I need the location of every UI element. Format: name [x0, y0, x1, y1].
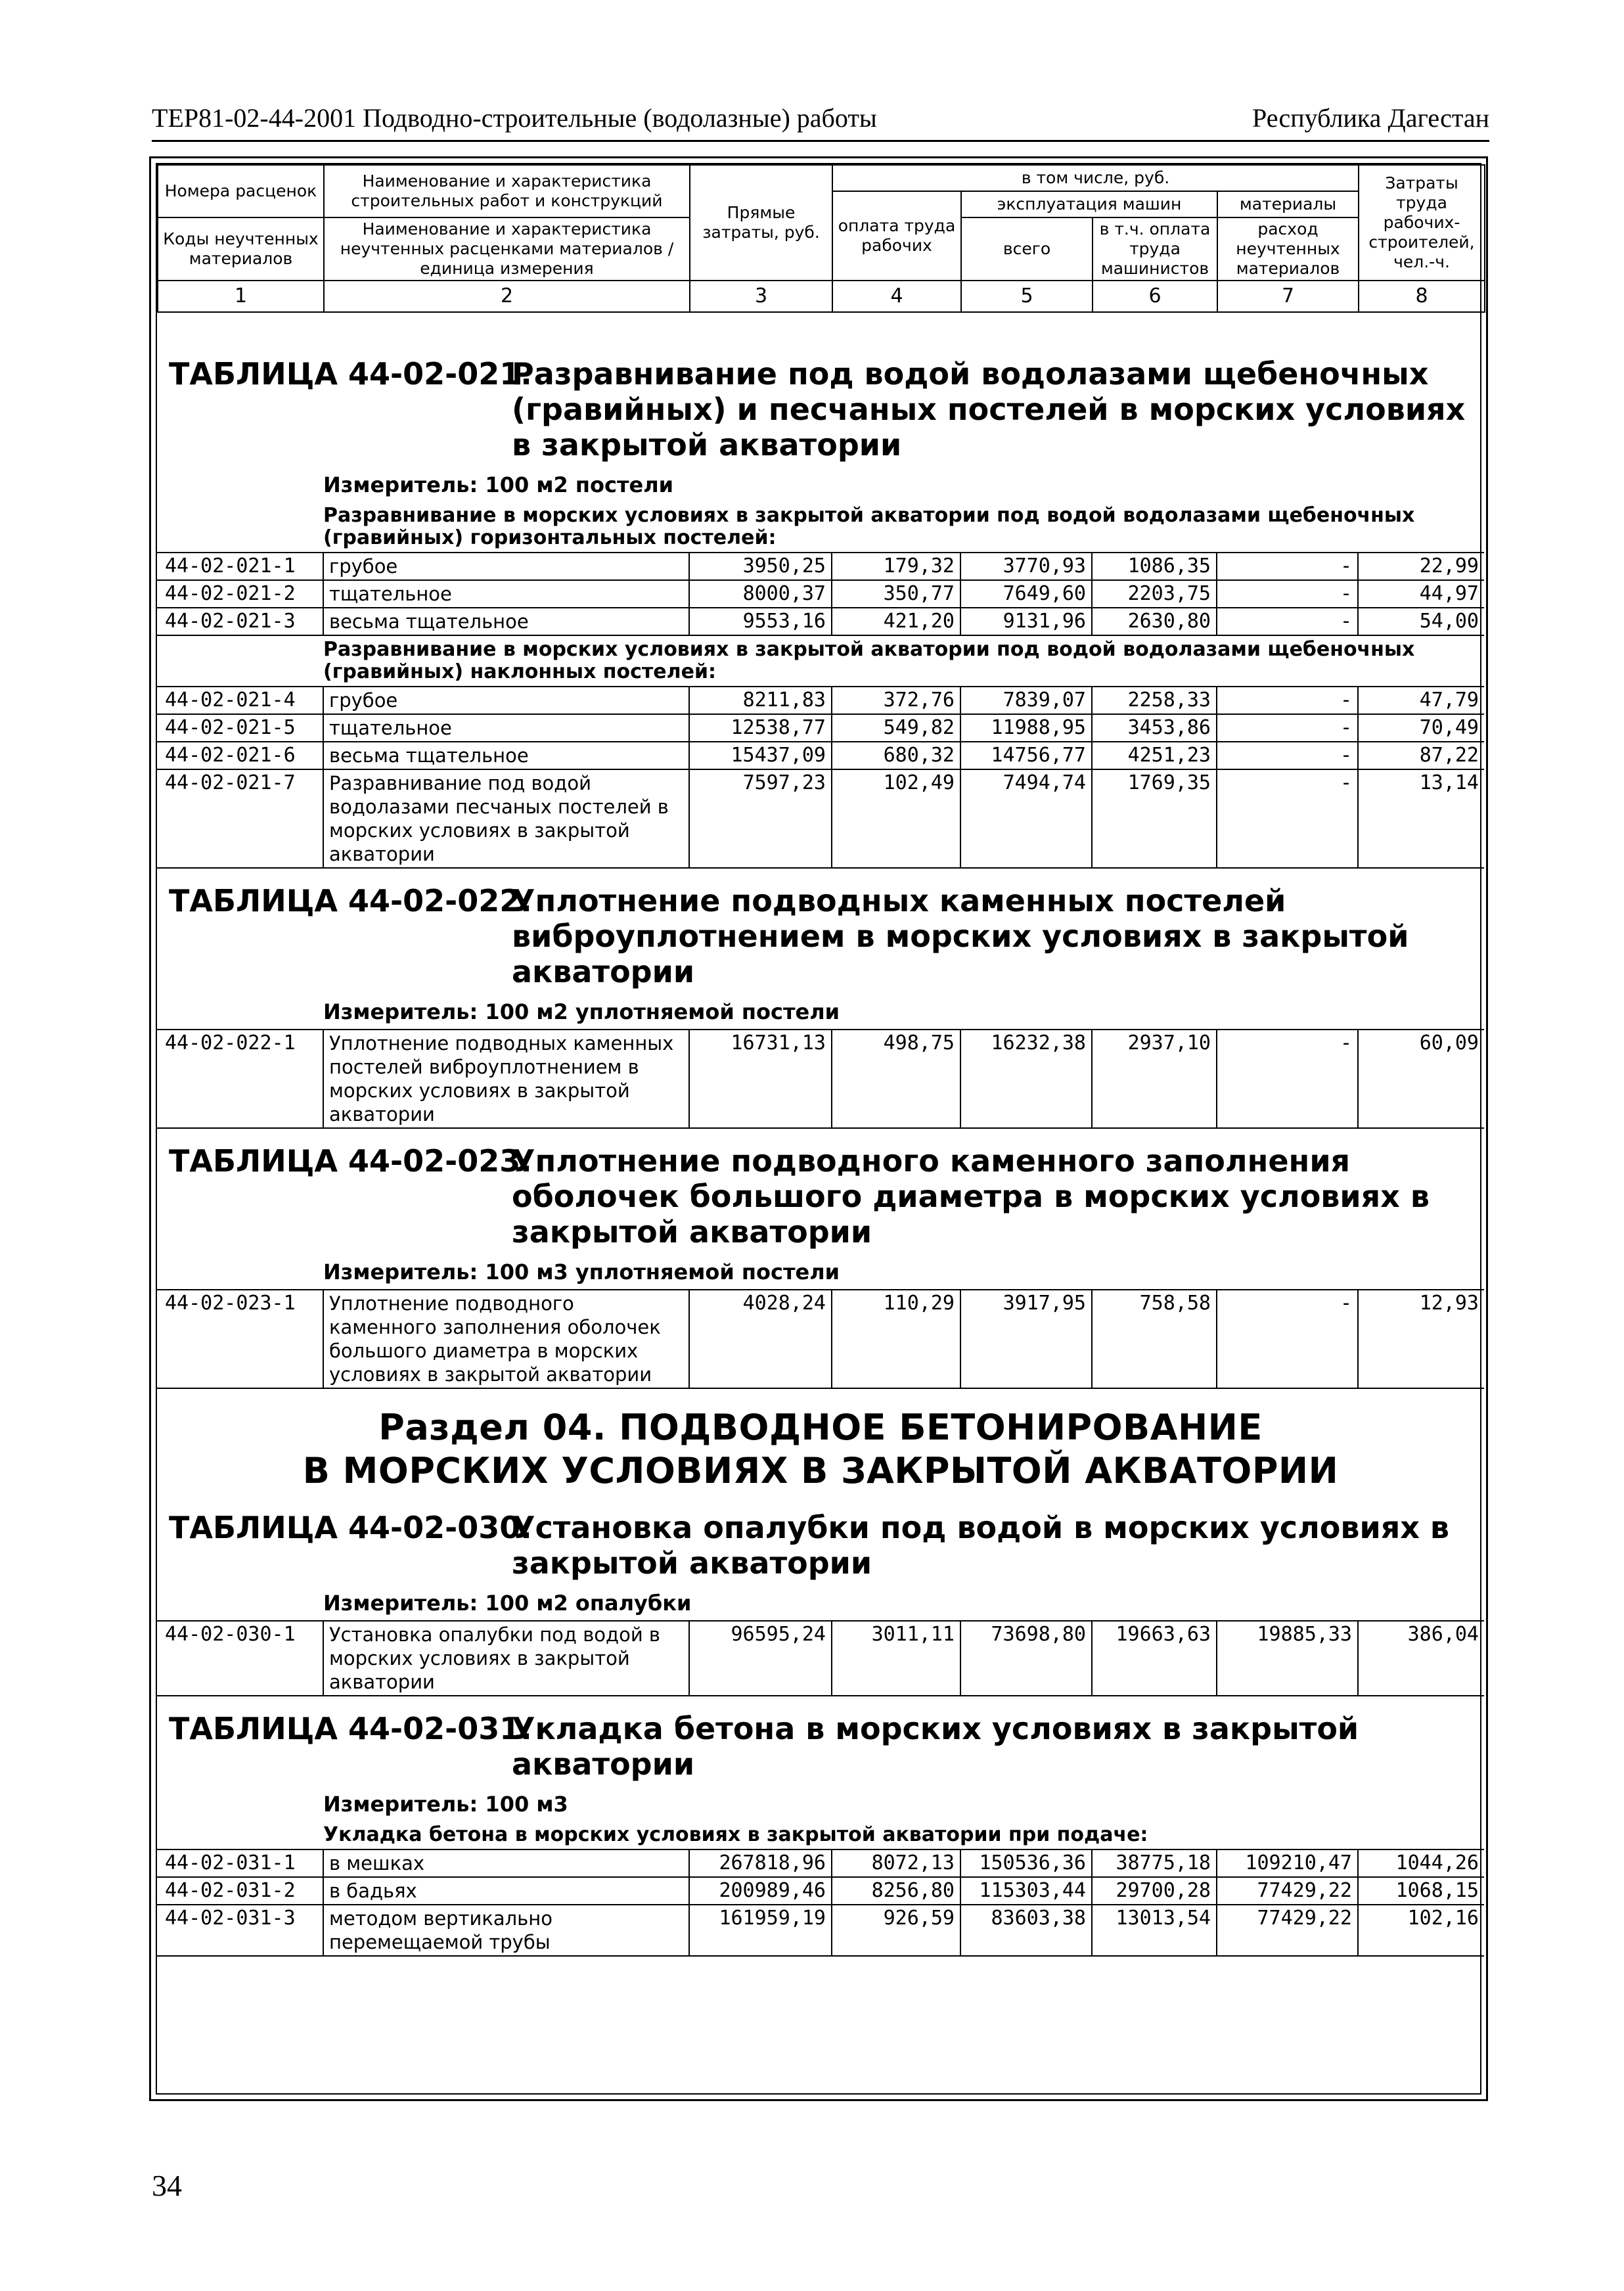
worker-pay-cell: 421,20	[832, 608, 960, 635]
col-header-material-consumption: расход неучтенных материалов	[1217, 217, 1359, 281]
table-row	[157, 1905, 1484, 1956]
table-meter: Измеритель: 100 м2 уплотняемой постели	[323, 999, 840, 1024]
table-row	[157, 742, 1484, 769]
direct-costs-cell: 267818,96	[689, 1849, 832, 1877]
rate-code-cell: 44-02-021-2	[157, 580, 323, 608]
table-title	[157, 1495, 1484, 1586]
materials-cell: -	[1217, 553, 1358, 580]
table-title	[157, 869, 1484, 995]
col-number: 6	[1093, 281, 1217, 312]
column-header-table	[157, 164, 1485, 313]
table-code: ТАБЛИЦА 44-02-021.	[169, 356, 532, 392]
rate-code-cell: 44-02-021-1	[157, 553, 323, 580]
materials-cell: -	[1217, 1290, 1358, 1388]
table-row	[157, 714, 1484, 742]
rate-name-cell: весьма тщательное	[323, 608, 689, 635]
table-meter: Измеритель: 100 м3	[323, 1792, 568, 1817]
col-header-codes: Номера расценок	[158, 165, 324, 217]
rate-code-cell: 44-02-021-7	[157, 769, 323, 868]
operator-pay-cell: 2203,75	[1092, 580, 1217, 608]
rate-code-cell: 44-02-021-4	[157, 687, 323, 714]
table-row	[157, 553, 1484, 580]
labor-hours-cell: 1044,26	[1358, 1849, 1484, 1877]
table-code: ТАБЛИЦА 44-02-023.	[169, 1143, 532, 1179]
group-heading: Разравнивание в морских условиях в закрытой акватории под водой водолазами щебеночных (гравийных) наклонных постелей:	[323, 638, 1415, 683]
operator-pay-cell: 19663,63	[1092, 1621, 1217, 1696]
machines-total-cell: 16232,38	[960, 1030, 1092, 1128]
estimate-table-block	[157, 342, 1484, 869]
labor-hours-cell: 54,00	[1358, 608, 1484, 635]
rate-name-cell: грубое	[323, 687, 689, 714]
rate-name-cell: Разравнивание под водой водолазами песчаных постелей в морских условиях в закрытой акватории	[323, 769, 689, 868]
operator-pay-cell: 2937,10	[1092, 1030, 1217, 1128]
labor-hours-cell: 22,99	[1358, 553, 1484, 580]
estimate-table-block	[157, 1495, 1484, 1696]
machines-total-cell: 11988,95	[960, 714, 1092, 742]
table-code: ТАБЛИЦА 44-02-022.	[169, 883, 532, 919]
col-header-machines: эксплуатация машин	[961, 191, 1217, 217]
col-header-work-name: Наименование и характеристика строительных работ и конструкций	[324, 165, 690, 217]
rates-table	[157, 1289, 1484, 1389]
operator-pay-cell: 29700,28	[1092, 1877, 1217, 1905]
direct-costs-cell: 15437,09	[689, 742, 832, 769]
materials-cell: -	[1217, 769, 1358, 868]
running-header	[152, 99, 1489, 138]
rate-name-cell: тщательное	[323, 580, 689, 608]
rate-code-cell: 44-02-022-1	[157, 1030, 323, 1128]
rates-table	[157, 1029, 1484, 1129]
rate-name-cell: Уплотнение подводного каменного заполнения оболочек большого диаметра в морских условиях в закрытой акватории	[323, 1290, 689, 1388]
table-row	[157, 1877, 1484, 1905]
operator-pay-cell: 1769,35	[1092, 769, 1217, 868]
rate-name-cell: весьма тщательное	[323, 742, 689, 769]
worker-pay-cell: 8072,13	[832, 1849, 960, 1877]
materials-cell: -	[1217, 687, 1358, 714]
direct-costs-cell: 8211,83	[689, 687, 832, 714]
table-row	[157, 687, 1484, 714]
rate-name-cell: методом вертикально перемещаемой трубы	[323, 1905, 689, 1956]
page-frame	[149, 156, 1488, 2101]
table-title-text: Укладка бетона в морских условиях в закрытой акватории	[512, 1711, 1359, 1782]
labor-hours-cell: 70,49	[1358, 714, 1484, 742]
worker-pay-cell: 102,49	[832, 769, 960, 868]
rate-code-cell: 44-02-021-5	[157, 714, 323, 742]
table-meter: Измеритель: 100 м2 постели	[323, 472, 674, 497]
worker-pay-cell: 179,32	[832, 553, 960, 580]
direct-costs-cell: 4028,24	[689, 1290, 832, 1388]
col-header-labor-hours: Затраты труда рабочих-строителей, чел.-ч.	[1359, 165, 1485, 281]
col-header-machines-total: всего	[961, 217, 1093, 281]
labor-hours-cell: 102,16	[1358, 1905, 1484, 1956]
col-number: 1	[158, 281, 324, 312]
rate-code-cell: 44-02-031-2	[157, 1877, 323, 1905]
rate-name-cell: в мешках	[323, 1849, 689, 1877]
machines-total-cell: 7494,74	[960, 769, 1092, 868]
direct-costs-cell: 9553,16	[689, 608, 832, 635]
table-meter: Измеритель: 100 м3 уплотняемой постели	[323, 1259, 840, 1284]
operator-pay-cell: 38775,18	[1092, 1849, 1217, 1877]
table-row	[157, 608, 1484, 635]
labor-hours-cell: 13,14	[1358, 769, 1484, 868]
worker-pay-cell: 549,82	[832, 714, 960, 742]
machines-total-cell: 150536,36	[960, 1849, 1092, 1877]
table-row	[157, 1621, 1484, 1696]
col-number: 8	[1359, 281, 1485, 312]
machines-total-cell: 3770,93	[960, 553, 1092, 580]
labor-hours-cell: 87,22	[1358, 742, 1484, 769]
col-number: 2	[324, 281, 690, 312]
section-heading-line2: В МОРСКИХ УСЛОВИЯХ В ЗАКРЫТОЙ АКВАТОРИИ	[302, 1450, 1339, 1491]
machines-total-cell: 73698,80	[960, 1621, 1092, 1696]
estimate-table-block	[157, 869, 1484, 1129]
machines-total-cell: 14756,77	[960, 742, 1092, 769]
col-number: 5	[961, 281, 1093, 312]
machines-total-cell: 7839,07	[960, 687, 1092, 714]
table-row	[157, 769, 1484, 868]
operator-pay-cell: 758,58	[1092, 1290, 1217, 1388]
worker-pay-cell: 372,76	[832, 687, 960, 714]
materials-cell: 19885,33	[1217, 1621, 1358, 1696]
rate-name-cell: Установка опалубки под водой в морских условиях в закрытой акватории	[323, 1621, 689, 1696]
table-title-text: Уплотнение подводного каменного заполнения оболочек большого диаметра в морских условиях в закрытой акватории	[512, 1143, 1430, 1250]
direct-costs-cell: 16731,13	[689, 1030, 832, 1128]
rates-table	[157, 1620, 1484, 1696]
col-number: 4	[832, 281, 961, 312]
col-header-material-codes: Коды неучтенных материалов	[158, 217, 324, 281]
page-frame-inner	[156, 163, 1481, 2095]
estimate-table-block	[157, 1129, 1484, 1389]
direct-costs-cell: 96595,24	[689, 1621, 832, 1696]
group-heading: Укладка бетона в морских условиях в закрытой акватории при подаче:	[323, 1823, 1148, 1846]
rate-code-cell: 44-02-023-1	[157, 1290, 323, 1388]
table-row	[157, 580, 1484, 608]
worker-pay-cell: 8256,80	[832, 1877, 960, 1905]
direct-costs-cell: 200989,46	[689, 1877, 832, 1905]
table-title-text: Установка опалубки под водой в морских условиях в закрытой акватории	[512, 1510, 1450, 1581]
worker-pay-cell: 350,77	[832, 580, 960, 608]
region-name: Республика Дагестан	[1252, 103, 1489, 133]
rate-code-cell: 44-02-031-1	[157, 1849, 323, 1877]
table-content	[157, 342, 1484, 1957]
table-title	[157, 342, 1484, 468]
operator-pay-cell: 1086,35	[1092, 553, 1217, 580]
table-title-text: Уплотнение подводных каменных постелей виброуплотнением в морских условиях в закрытой акватории	[512, 883, 1409, 989]
rate-name-cell: грубое	[323, 553, 689, 580]
materials-cell: -	[1217, 580, 1358, 608]
table-code: ТАБЛИЦА 44-02-030.	[169, 1510, 532, 1545]
materials-cell: -	[1217, 714, 1358, 742]
rate-name-cell: тщательное	[323, 714, 689, 742]
col-header-including: в том числе, руб.	[832, 165, 1359, 191]
rate-code-cell: 44-02-021-6	[157, 742, 323, 769]
labor-hours-cell: 12,93	[1358, 1290, 1484, 1388]
rate-code-cell: 44-02-030-1	[157, 1621, 323, 1696]
labor-hours-cell: 386,04	[1358, 1621, 1484, 1696]
materials-cell: -	[1217, 1030, 1358, 1128]
worker-pay-cell: 110,29	[832, 1290, 960, 1388]
direct-costs-cell: 12538,77	[689, 714, 832, 742]
section-heading-line1: Раздел 04. ПОДВОДНОЕ БЕТОНИРОВАНИЕ	[378, 1407, 1263, 1448]
materials-cell: 109210,47	[1217, 1849, 1358, 1877]
table-row	[157, 1849, 1484, 1877]
worker-pay-cell: 926,59	[832, 1905, 960, 1956]
materials-cell: -	[1217, 742, 1358, 769]
table-title-text: Разравнивание под водой водолазами щебеночных (гравийных) и песчаных постелей в морских условиях в закрытой акватории	[512, 356, 1466, 463]
labor-hours-cell: 44,97	[1358, 580, 1484, 608]
rate-name-cell: в бадьях	[323, 1877, 689, 1905]
rates-table	[157, 552, 1484, 636]
direct-costs-cell: 161959,19	[689, 1905, 832, 1956]
operator-pay-cell: 3453,86	[1092, 714, 1217, 742]
materials-cell: 77429,22	[1217, 1877, 1358, 1905]
direct-costs-cell: 3950,25	[689, 553, 832, 580]
rates-table	[157, 686, 1484, 869]
rates-table	[157, 1849, 1484, 1957]
machines-total-cell: 83603,38	[960, 1905, 1092, 1956]
operator-pay-cell: 2258,33	[1092, 687, 1217, 714]
labor-hours-cell: 60,09	[1358, 1030, 1484, 1128]
col-header-worker-pay: оплата труда рабочих	[832, 191, 961, 281]
operator-pay-cell: 4251,23	[1092, 742, 1217, 769]
worker-pay-cell: 498,75	[832, 1030, 960, 1128]
materials-cell: 77429,22	[1217, 1905, 1358, 1956]
operator-pay-cell: 2630,80	[1092, 608, 1217, 635]
table-meter: Измеритель: 100 м2 опалубки	[323, 1591, 692, 1616]
direct-costs-cell: 7597,23	[689, 769, 832, 868]
worker-pay-cell: 3011,11	[832, 1621, 960, 1696]
page-number: 34	[152, 2169, 182, 2202]
labor-hours-cell: 47,79	[1358, 687, 1484, 714]
col-header-direct-costs: Прямые затраты, руб.	[690, 165, 832, 281]
table-title	[157, 1129, 1484, 1255]
table-row	[157, 1030, 1484, 1128]
machines-total-cell: 7649,60	[960, 580, 1092, 608]
group-heading: Разравнивание в морских условиях в закрытой акватории под водой водолазами щебеночных (гравийных) горизонтальных постелей:	[323, 504, 1415, 549]
col-number: 3	[690, 281, 832, 312]
labor-hours-cell: 1068,15	[1358, 1877, 1484, 1905]
rate-name-cell: Уплотнение подводных каменных постелей виброуплотнением в морских условиях в закрытой акватории	[323, 1030, 689, 1128]
col-header-operator-pay: в т.ч. оплата труда машинистов	[1093, 217, 1217, 281]
col-number: 7	[1217, 281, 1359, 312]
table-row	[157, 1290, 1484, 1388]
machines-total-cell: 115303,44	[960, 1877, 1092, 1905]
machines-total-cell: 3917,95	[960, 1290, 1092, 1388]
table-code: ТАБЛИЦА 44-02-031.	[169, 1711, 532, 1746]
worker-pay-cell: 680,32	[832, 742, 960, 769]
section-heading	[157, 1389, 1484, 1495]
header-rule	[152, 140, 1489, 142]
col-header-material-name: Наименование и характеристика неучтенных расценками материалов / единица измерения	[324, 217, 690, 281]
estimate-table-block	[157, 1696, 1484, 1957]
table-title	[157, 1696, 1484, 1787]
operator-pay-cell: 13013,54	[1092, 1905, 1217, 1956]
col-header-materials: материалы	[1217, 191, 1359, 217]
machines-total-cell: 9131,96	[960, 608, 1092, 635]
rate-code-cell: 44-02-031-3	[157, 1905, 323, 1956]
rate-code-cell: 44-02-021-3	[157, 608, 323, 635]
direct-costs-cell: 8000,37	[689, 580, 832, 608]
materials-cell: -	[1217, 608, 1358, 635]
document-title: ТЕР81-02-44-2001 Подводно-строительные (водолазные) работы	[152, 103, 877, 133]
